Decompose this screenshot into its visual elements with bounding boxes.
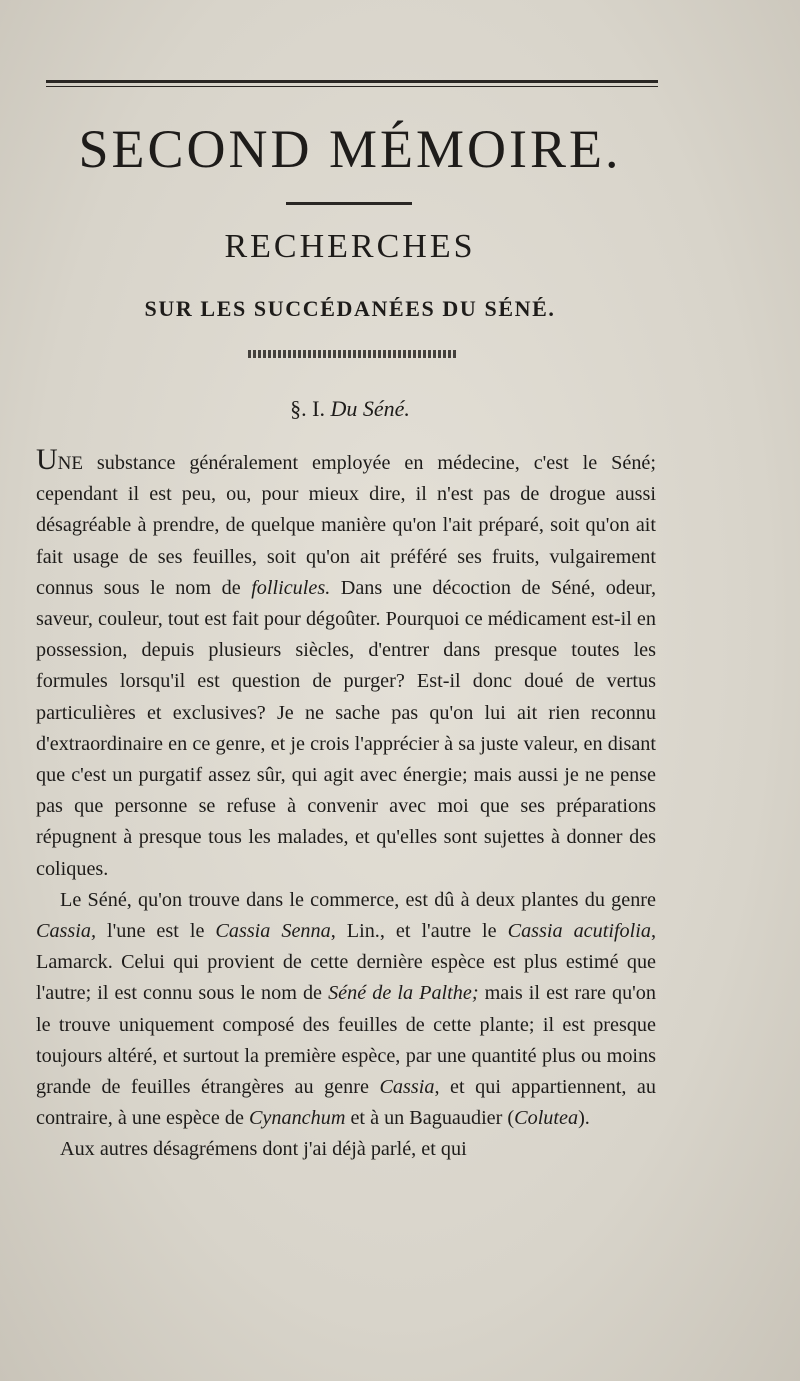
title-divider xyxy=(286,202,412,205)
section-heading xyxy=(0,396,700,422)
italic-term: Cynanchum xyxy=(248,1107,346,1130)
text-run: substance généralement employée en médecine, c'est le Séné; cependant il est peu, ou, pour mieux dire, il n'est pas de drogue aussi désagréable à prendre, de quelque manière qu'on l'ait préparé, soit qu'on ait fait usage de ses feuilles, soit qu'on ait préféré ses fruits, vulgairement connus sous le nom de xyxy=(36,452,656,599)
text-run: mais il est rare qu'on le trouve uniquement composé des feuilles de cette plante; il est presque toujours altéré, et surtout la première espèce, par une quantité plus ou moins grande de feuilles étrangères au genre xyxy=(36,982,656,1099)
text-run: , Lamarck. Celui qui provient de cette dernière espèce est plus estimé que l'autre; il est connu sous le nom de xyxy=(36,920,657,1005)
italic-term: Cassia acutifolia xyxy=(507,920,651,943)
paragraph-3 xyxy=(36,1134,656,1165)
italic-term: Cassia Senna xyxy=(215,920,331,943)
text-run: , Lin., et l'autre le xyxy=(330,920,508,943)
text-run: Aux autres désagrémens dont j'ai déjà parlé, et qui xyxy=(60,1138,467,1161)
ornamental-rule xyxy=(248,350,458,358)
text-run: l'une est le xyxy=(96,920,216,943)
small-caps-word: NE xyxy=(57,453,83,474)
paragraph-1 xyxy=(36,443,656,885)
header-double-rule xyxy=(46,80,658,87)
italic-term: Séné de la Palthe; xyxy=(328,982,479,1005)
italic-term: Cassia xyxy=(379,1076,435,1099)
text-run: Le Séné, qu'on trouve dans le commerce, est dû à deux plantes du genre xyxy=(60,888,656,911)
text-run: et à un Baguaudier ( xyxy=(345,1107,515,1130)
text-run: Dans une décoction de Séné, odeur, saveur, couleur, tout est fait pour dégoûter. Pourquoi ce médicament est-il en possession, depuis plusieurs siècles, d'entrer dans presque toutes les formules lorsqu'il est question de purger? Est-il donc doué de vertus particulières et exclusives? Je ne sache pas qu'on lui ait rien reconnu d'extraordinaire en ce genre, et je crois l'apprécier à sa juste valeur, en disant que c'est un purgatif assez sûr, qui agit avec énergie; mais aussi je ne pense pas que personne se refuse à convenir avec moi que ses préparations répugnent à presque tous les malades, et qu'elles sont sujettes à donner des coliques. xyxy=(36,576,656,880)
italic-term: Cassia, xyxy=(36,920,97,943)
chapter-subtitle: SUR LES SUCCÉDANÉES DU SÉNÉ. xyxy=(144,296,556,321)
paragraph-2 xyxy=(36,885,656,1135)
body-text xyxy=(36,443,657,1166)
italic-term: Colutea xyxy=(514,1107,579,1130)
drop-cap: U xyxy=(36,443,58,476)
text-run: , et qui appartiennent, au contraire, à une espèce de xyxy=(36,1076,656,1130)
section-number: §. I. xyxy=(290,396,325,421)
chapter-title: RECHERCHES xyxy=(224,228,476,265)
italic-term: follicules. xyxy=(251,576,331,599)
text-run: ). xyxy=(578,1107,590,1130)
section-name: Du Séné. xyxy=(330,396,410,421)
memoir-title: SECOND MÉMOIRE. xyxy=(78,119,622,179)
